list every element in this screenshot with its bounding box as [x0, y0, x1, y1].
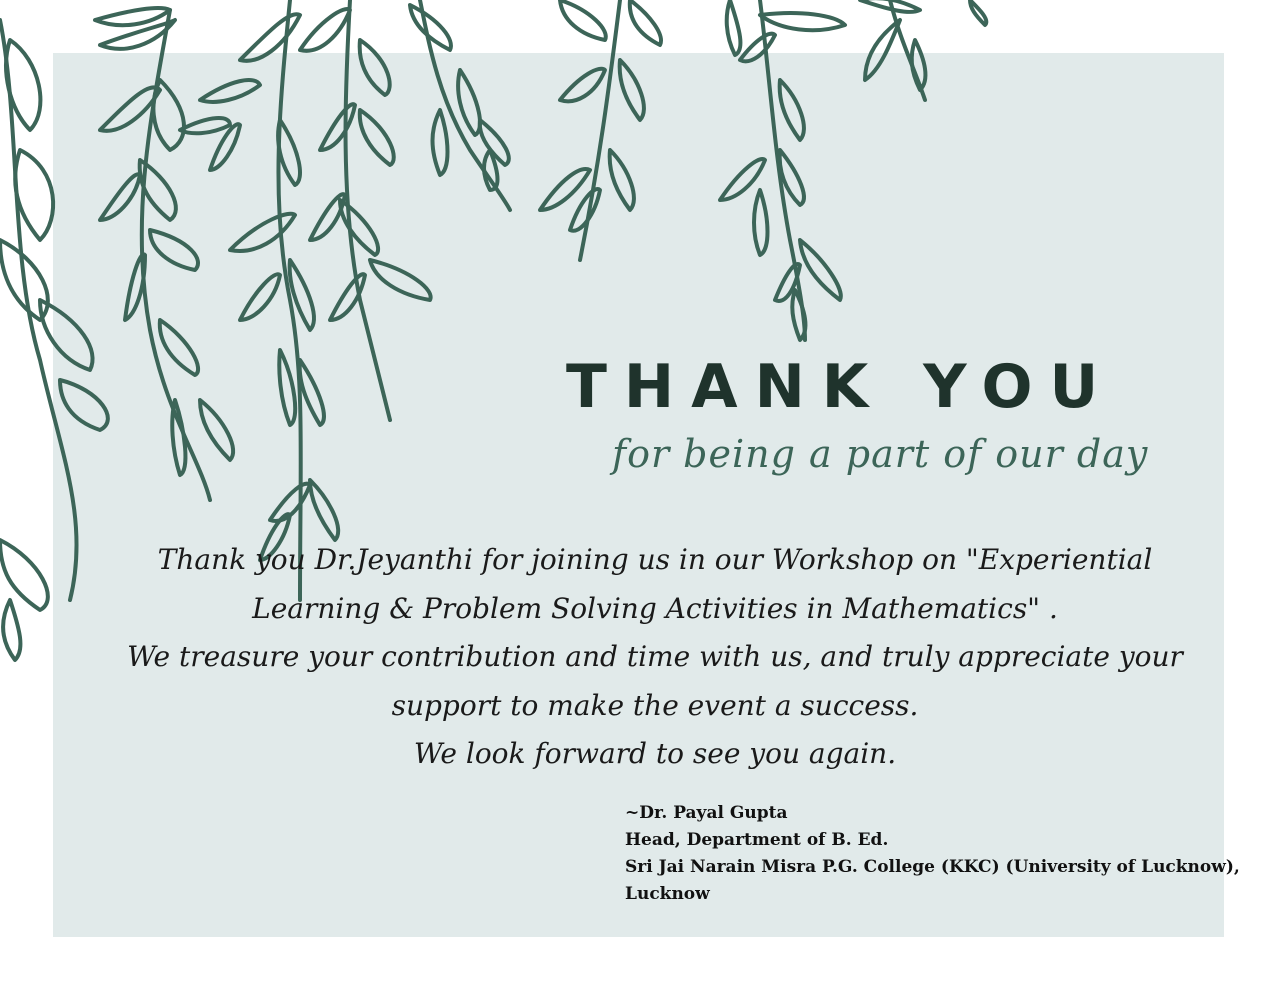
signature-city: Lucknow	[625, 884, 710, 904]
subtitle-script: for being a part of our day	[612, 432, 1149, 476]
message-line: We look forward to see you again.	[413, 737, 897, 770]
signature-block	[625, 800, 1240, 908]
signature-institution: Sri Jai Narain Misra P.G. College (KKC) (University of Lucknow),	[625, 857, 1240, 877]
signature-designation: Head, Department of B. Ed.	[625, 830, 889, 850]
message-line: We treasure your contribution and time with us, and truly appreciate your	[127, 640, 1183, 673]
message-line: support to make the event a success.	[391, 688, 919, 722]
thank-you-message	[90, 536, 1220, 779]
message-line: Thank you Dr.Jeyanthi for joining us in our Workshop on "Experiential	[157, 543, 1153, 576]
thank-you-title: THANK YOU	[566, 352, 1116, 422]
signature-name: ~Dr. Payal Gupta	[625, 803, 788, 823]
message-line: Learning & Problem Solving Activities in Mathematics" .	[252, 591, 1058, 625]
